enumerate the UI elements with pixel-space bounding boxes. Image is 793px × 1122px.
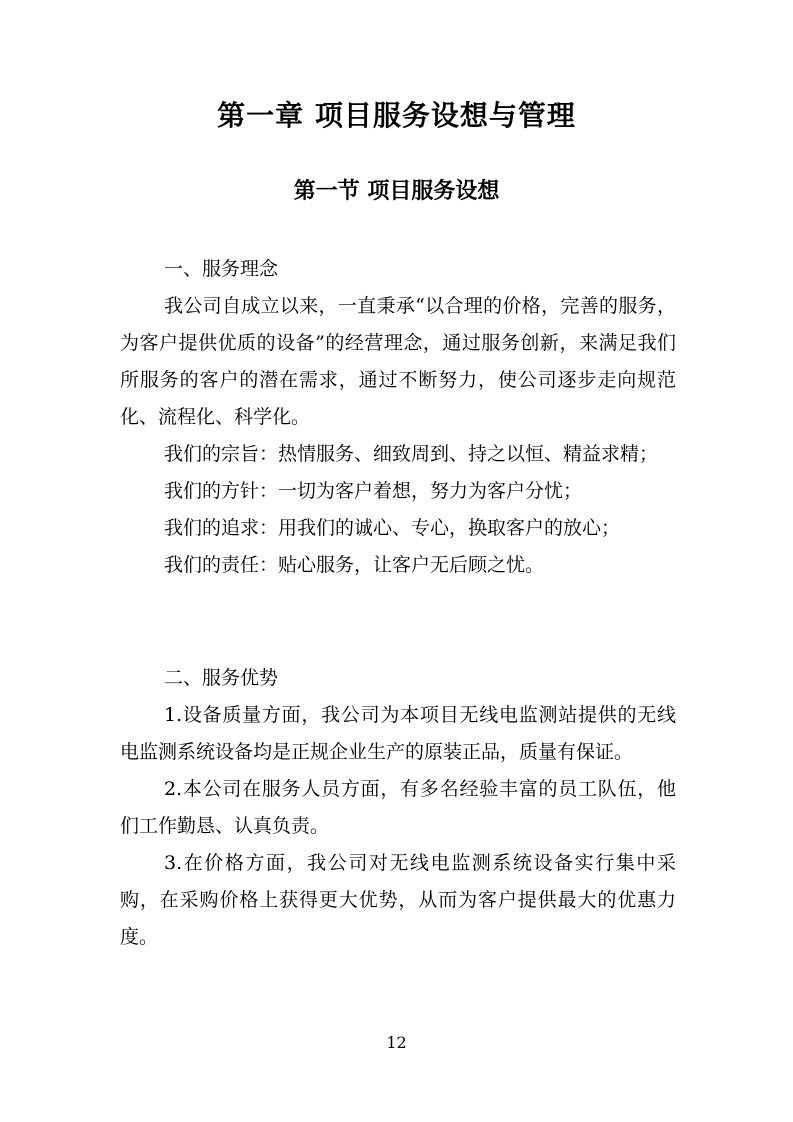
paragraph: 2.本公司在服务人员方面，有多名经验丰富的员工队伍，他们工作勤恳、认真负责。 xyxy=(120,778,676,837)
paragraph: 我们的宗旨：热情服务、细致周到、持之以恒、精益求精； xyxy=(164,443,659,465)
section-service-philosophy xyxy=(120,251,676,584)
paragraph: 我们的追求：用我们的诚心、专心，换取客户的放心； xyxy=(164,517,621,539)
section-heading: 一、服务理念 xyxy=(164,258,279,280)
section-service-advantages xyxy=(120,660,676,956)
paragraph: 1.设备质量方面，我公司为本项目无线电监测站提供的无线电监测系统设备均是正规企业生产的原装正品，质量有保证。 xyxy=(120,704,676,763)
paragraph: 我们的方针：一切为客户着想，努力为客户分忧； xyxy=(164,480,583,502)
paragraph: 我们的责任：贴心服务，让客户无后顾之忧。 xyxy=(164,554,545,576)
section-title: 第一节 项目服务设想 xyxy=(293,178,500,204)
paragraph: 我公司自成立以来，一直秉承“以合理的价格，完善的服务，为客户提供优质的设备”的经营理念，通过服务创新，来满足我们所服务的客户的潜在需求，通过不断努力，使公司逐步走向规范化、流程化、科学化。 xyxy=(120,295,676,428)
paragraph: 3.在价格方面，我公司对无线电监测系统设备实行集中采购，在采购价格上获得更大优势，从而为客户提供最大的优惠力度。 xyxy=(120,852,676,948)
section-heading: 二、服务优势 xyxy=(164,667,279,689)
chapter-title: 第一章 项目服务设想与管理 xyxy=(217,99,576,132)
page-number: 12 xyxy=(386,1033,407,1052)
